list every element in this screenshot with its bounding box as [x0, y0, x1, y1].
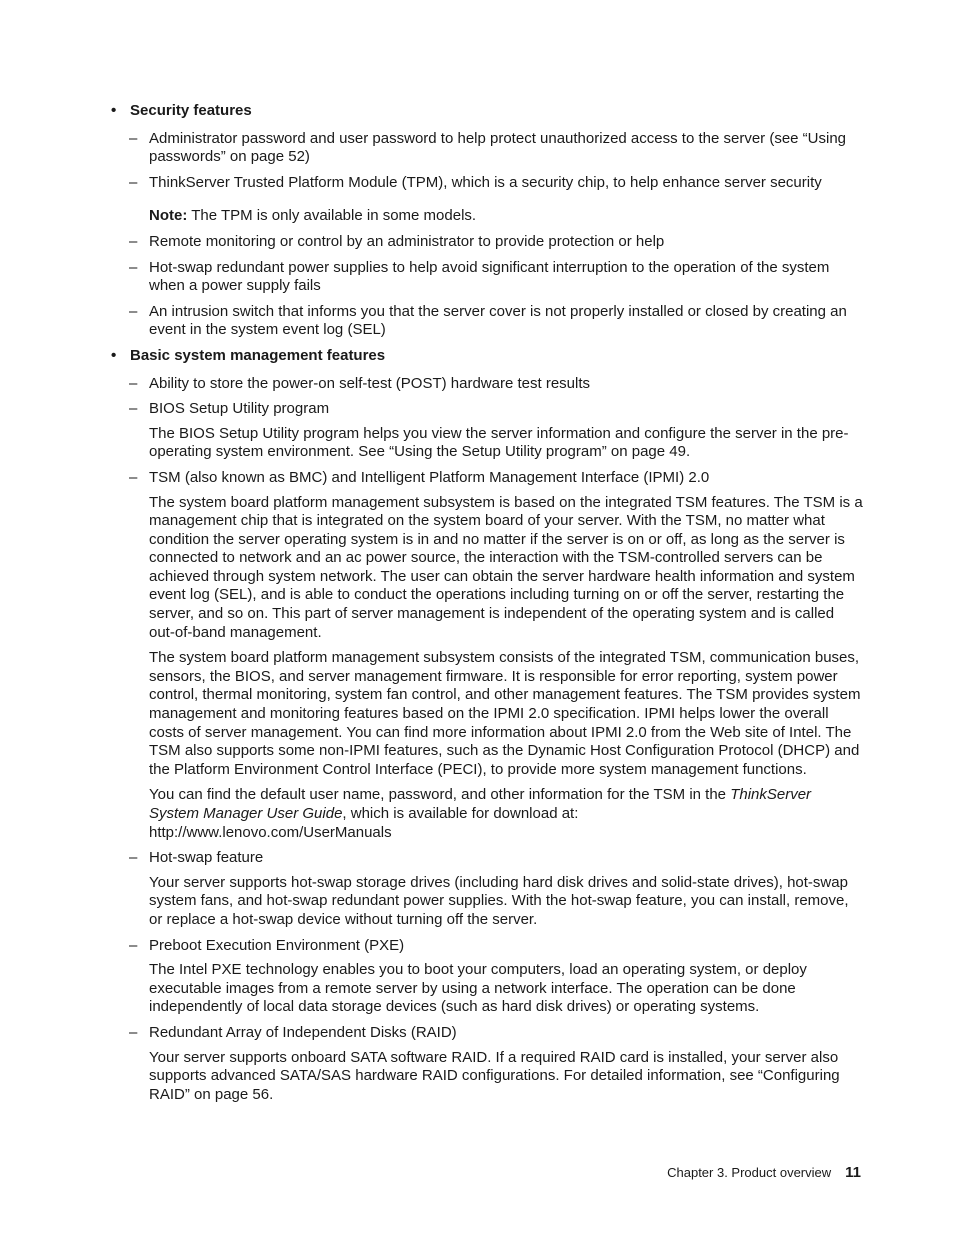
note-text: The TPM is only available in some models.: [191, 207, 477, 225]
dash-marker: –: [129, 374, 138, 392]
download-url-link[interactable]: http://www.lenovo.com/UserManuals: [149, 823, 392, 841]
body-paragraph-tsm-guide: [111, 786, 863, 842]
book-title: ThinkServer System Manager User Guide: [149, 786, 812, 822]
list-item-text: Redundant Array of Independent Disks (RAID): [149, 1023, 457, 1041]
dash-marker: –: [129, 936, 138, 954]
list-item: [111, 233, 863, 252]
list-item: [111, 303, 863, 340]
dash-marker: –: [129, 302, 138, 320]
chapter-title: Chapter 3. Product overview: [667, 1165, 832, 1180]
body-paragraph: The system board platform management subsystem consists of the integrated TSM, communication buses, sensors, the BIOS, and server management firmware. It is responsible for error reporting, system power control, thermal monitoring, system fan control, and other management features. The TSM provides system management and monitoring features based on the IPMI 2.0 specification. IPMI helps lower the overall costs of server management. You can find more information about IPMI 2.0 from the Web site of Intel. The TSM also supports some non-IPMI features, such as the Dynamic Host Configuration Protocol (DHCP) and the Platform Environment Control Interface (PECI), to provide more system management functions.: [149, 649, 861, 778]
list-item: [111, 1024, 863, 1043]
dash-marker: –: [129, 1023, 138, 1041]
list-item: [111, 469, 863, 488]
list-item-text: Hot-swap redundant power supplies to help avoid significant interruption to the operation of the system when a power supply fails: [149, 258, 830, 295]
list-item: [111, 174, 863, 193]
page-footer: [560, 1164, 861, 1183]
section-heading-system-management: [111, 347, 863, 366]
paragraph-text: , which is available for download at:: [342, 805, 579, 822]
body-paragraph: The system board platform management subsystem is based on the integrated TSM features. The TSM is a management chip that is integrated on the system board of your server. With the TSM, no matter what condition the server operating system is in and no matter if the server is on or off, as long as the server is connected to network and an ac power source, the interaction with the TSM-controlled servers can be achieved through system network. The user can obtain the server hardware health information and system event log (SEL), and is able to conduct the operations including turning on or off the server, restarting the server, and so on. This part of server management is independent of the operating system and is called out-of-band management.: [149, 493, 863, 641]
note-label: Note:: [149, 207, 188, 225]
list-item: [111, 400, 863, 419]
list-item-text: Ability to store the power-on self-test (POST) hardware test results: [149, 374, 590, 392]
list-item-text: Hot-swap feature: [149, 849, 264, 867]
list-item: [111, 130, 863, 167]
page-body: [111, 102, 863, 1111]
list-item-text: ThinkServer Trusted Platform Module (TPM), which is a security chip, to help enhance server security: [149, 173, 822, 191]
list-item: [111, 375, 863, 394]
list-item-text: Preboot Execution Environment (PXE): [149, 936, 405, 954]
bullet-marker: •: [111, 102, 117, 119]
dash-marker: –: [129, 232, 138, 250]
heading-text: Security features: [130, 102, 252, 119]
body-paragraph: The BIOS Setup Utility program helps you view the server information and configure the server in the pre-operating system environment. See “Using the Setup Utility program” on page 49.: [149, 424, 849, 461]
body-paragraph: Your server supports hot-swap storage drives (including hard disk drives and solid-state drives), hot-swap system fans, and hot-swap redundant power supplies. With the hot-swap feature, you can install, remove, or replace a hot-swap device without turning off the server.: [149, 873, 849, 928]
dash-marker: –: [129, 849, 138, 867]
list-item: [111, 937, 863, 956]
list-item-text: BIOS Setup Utility program: [149, 400, 330, 418]
note: [111, 207, 863, 226]
list-item-text: TSM (also known as BMC) and Intelligent Platform Management Interface (IPMI) 2.0: [149, 468, 710, 486]
body-paragraph: The Intel PXE technology enables you to boot your computers, load an operating system, or deploy executable images from a remote server by using a network interface. The operation can be done independently of local data storage devices (such as hard disk drives) or operating systems.: [149, 961, 807, 1016]
body-paragraph: Your server supports onboard SATA software RAID. If a required RAID card is installed, your server also supports advanced SATA/SAS hardware RAID configurations. For detailed information, see “Configuring RAID” on page 56.: [149, 1048, 840, 1103]
page-number: 11: [845, 1164, 861, 1181]
heading-text: Basic system management features: [130, 346, 386, 364]
dash-marker: –: [129, 468, 138, 486]
section-heading-security: [111, 102, 863, 121]
list-item-text: Remote monitoring or control by an administrator to provide protection or help: [149, 232, 665, 250]
list-item: [111, 259, 863, 296]
dash-marker: –: [129, 129, 138, 147]
list-item-text: Administrator password and user password to help protect unauthorized access to the server (see “Using passwords” on page 52): [149, 129, 847, 166]
dash-marker: –: [129, 258, 138, 276]
list-item: [111, 849, 863, 868]
dash-marker: –: [129, 400, 138, 418]
dash-marker: –: [129, 173, 138, 191]
paragraph-text: You can find the default user name, password, and other information for the TSM in the: [149, 786, 731, 804]
bullet-marker: •: [111, 346, 117, 364]
list-item-text: An intrusion switch that informs you that the server cover is not properly installed or closed by creating an event in the system event log (SEL): [149, 302, 847, 339]
